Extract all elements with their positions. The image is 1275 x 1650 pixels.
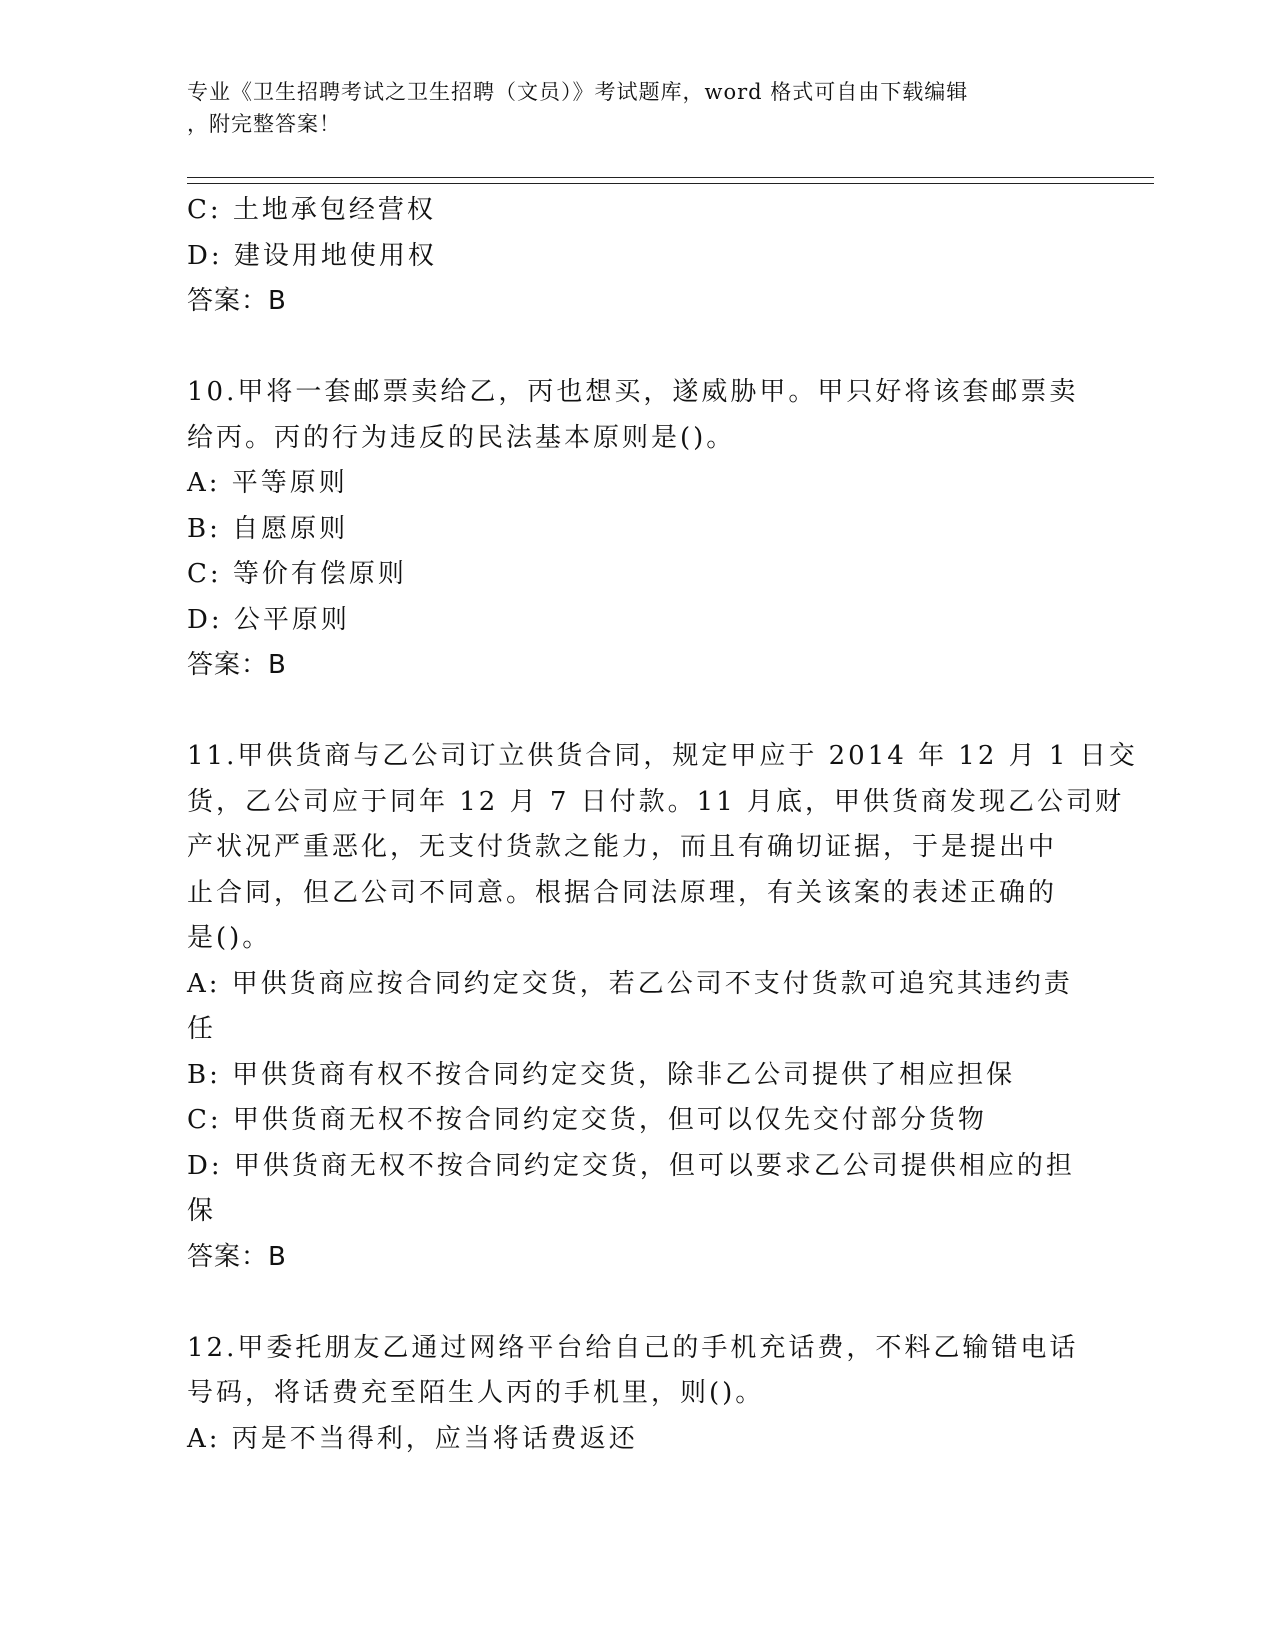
option-b: B: 甲供货商有权不按合同约定交货，除非乙公司提供了相应担保 — [187, 1059, 1016, 1090]
header-divider — [187, 177, 1154, 184]
question-stem-line: 10.甲将一套邮票卖给乙，丙也想买，遂威胁甲。甲只好将该套邮票卖 — [187, 377, 1079, 407]
spacer — [187, 689, 1087, 735]
option-d-continuation: 保 — [187, 1196, 217, 1226]
question-12 — [187, 1326, 1087, 1463]
header-line-2: ，附完整答案！ — [187, 112, 341, 136]
answer: 答案：B — [187, 1241, 287, 1272]
question-10 — [187, 370, 1087, 689]
question-stem-line: 11.甲供货商与乙公司订立供货合同，规定甲应于 2014 年 12 月 1 日交 — [187, 741, 1138, 771]
question-stem-line: 止合同，但乙公司不同意。根据合同法原理，有关该案的表述正确的 — [187, 877, 1058, 908]
question-stem-line: 货，乙公司应于同年 12 月 7 日付款。11 月底，甲供货商发现乙公司财 — [187, 786, 1125, 817]
answer: 答案：B — [187, 286, 287, 316]
spacer — [187, 1280, 1087, 1326]
option-c: C: 土地承包经营权 — [187, 195, 436, 225]
document-header — [187, 76, 1087, 140]
question-stem-line: 给丙。丙的行为违反的民法基本原则是()。 — [187, 422, 736, 453]
option-c: C: 甲供货商无权不按合同约定交货，但可以仅先交付部分货物 — [187, 1105, 987, 1135]
spacer — [187, 325, 1087, 371]
option-a: A: 甲供货商应按合同约定交货，若乙公司不支付货款可追究其违约责 — [187, 968, 1073, 999]
question-stem-line: 是()。 — [187, 923, 272, 953]
option-a: A: 平等原则 — [187, 468, 348, 498]
header-line-1: 专业《卫生招聘考试之卫生招聘（文员）》考试题库，word 格式可自由下载编辑 — [187, 80, 969, 104]
question-stem-line: 号码，将话费充至陌生人丙的手机里，则()。 — [187, 1378, 765, 1408]
answer: 答案：B — [187, 650, 287, 680]
document-body — [187, 188, 1138, 1462]
question-11 — [187, 734, 1138, 1280]
option-d: D: 甲供货商无权不按合同约定交货，但可以要求乙公司提供相应的担 — [187, 1150, 1075, 1181]
option-d: D: 公平原则 — [187, 604, 350, 635]
option-c: C: 等价有偿原则 — [187, 559, 407, 589]
option-b: B: 自愿原则 — [187, 513, 349, 544]
option-d: D: 建设用地使用权 — [187, 240, 437, 271]
option-a: A: 丙是不当得利，应当将话费返还 — [187, 1423, 638, 1454]
question-9-tail — [187, 188, 1087, 325]
option-a-continuation: 任 — [187, 1014, 217, 1044]
question-stem-line: 12.甲委托朋友乙通过网络平台给自己的手机充话费，不料乙输错电话 — [187, 1332, 1079, 1363]
question-stem-line: 产状况严重恶化，无支付货款之能力，而且有确切证据，于是提出中 — [187, 832, 1058, 862]
